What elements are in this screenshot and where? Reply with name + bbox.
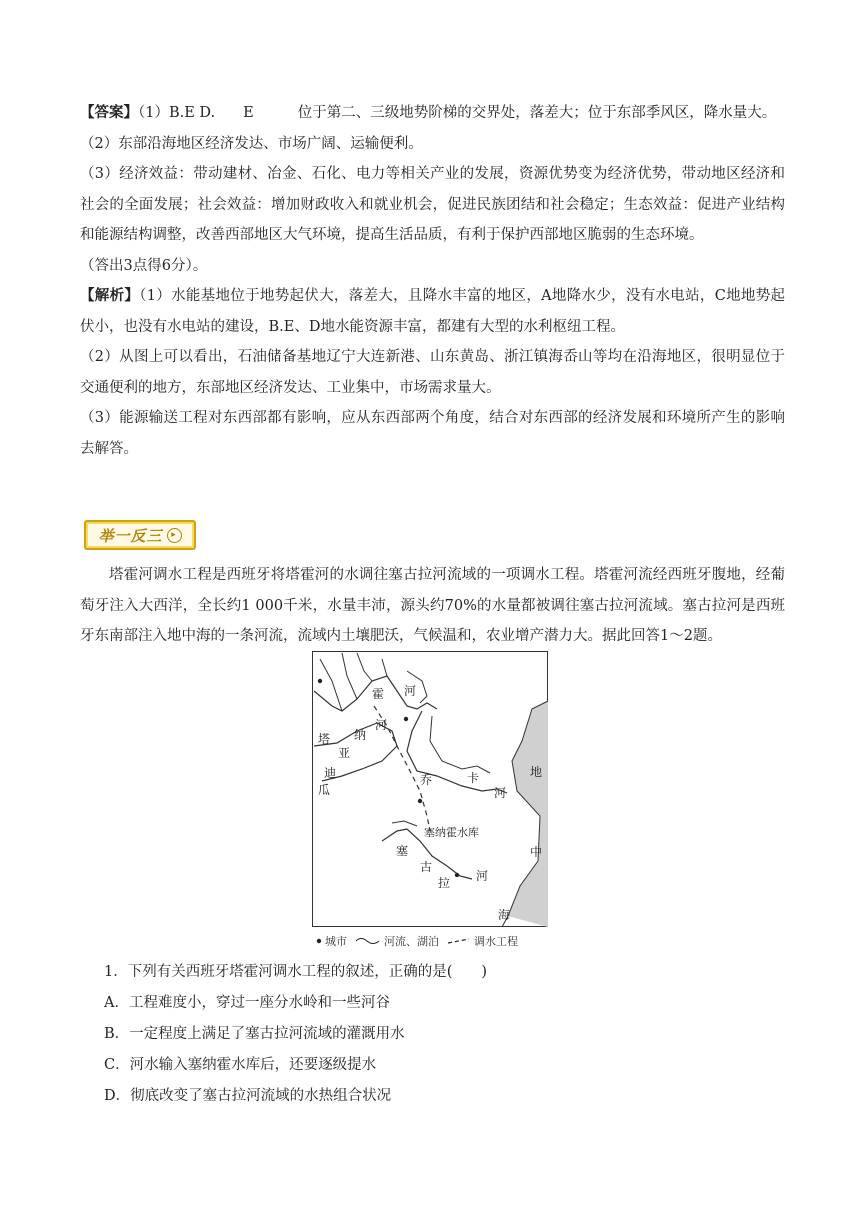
analysis-paragraph-2: （2）从图上可以看出，石油储备基地辽宁大连新港、山东黄岛、浙江镇海岙山等均在沿海地区，很明显位于交通便利的地方，东部地区经济发达、工业集中，市场需求量大。 xyxy=(80,349,785,396)
answer-part1-b: E xyxy=(243,105,254,121)
map-label-sea-hai: 海 xyxy=(498,908,511,922)
river-icon xyxy=(355,936,381,946)
map-label-he1: 河 xyxy=(404,684,417,698)
answer-analysis-section xyxy=(80,98,785,464)
option-d[interactable]: D．彻底改变了塞古拉河流域的水热组合状况 xyxy=(104,1088,392,1104)
practice-badge-label: 举一反三 xyxy=(98,526,163,545)
analysis-tag: 【解析】 xyxy=(80,287,140,304)
city-dot xyxy=(318,679,322,683)
answer-part1-c: 位于第二、三级地势阶梯的交界处，落差大；位于东部季风区，降水量大。 xyxy=(297,105,777,121)
answer-paragraph-3: （3）经济效益：带动建材、冶金、石化、电力等相关产业的发展，资源优势变为经济优势，带动地区经济和社会的全面发展；社会效益：增加财政收入和就业机会，促进民族团结和社会稳定；生态效益：促进产业结构和能源结构调整，改善西部地区大气环境，提高生活品质，有利于保护西部地区脆弱的生态环境。 xyxy=(80,166,785,243)
city-dot xyxy=(418,799,422,803)
map-label-ka: 卡 xyxy=(467,771,480,785)
answer-tag: 【答案】 xyxy=(80,104,138,121)
analysis-part1: （1）水能基地位于地势起伏大，落差大，且降水丰富的地区，A地降水少，没有水电站，C地地势起伏小，也没有水电站的建设，B.E、D地水能资源丰富，都建有大型的水利枢纽工程。 xyxy=(80,288,786,335)
analysis-paragraph-3: （3）能源输送工程对东西部都有影响，应从东西部两个角度，结合对东西部的经济发展和环境所产生的影响去解答。 xyxy=(80,410,785,457)
map-label-he4: 河 xyxy=(476,869,489,883)
option-a[interactable]: A．工程难度小，穿过一座分水岭和一些河谷 xyxy=(104,995,390,1011)
map-label-la: 拉 xyxy=(438,876,451,890)
map-label-sea-zhong: 中 xyxy=(530,845,543,859)
spain-map xyxy=(312,651,552,951)
legend-river xyxy=(355,933,439,949)
map-label-huo: 霍 xyxy=(372,687,385,701)
transfer-icon xyxy=(447,936,471,946)
answer-part1-a: （1）B.E D. xyxy=(138,105,216,121)
question-stem: 1．下列有关西班牙塔霍河调水工程的叙述，正确的是( ) xyxy=(104,964,488,980)
practice-badge xyxy=(84,520,196,550)
map-label-sai: 塞 xyxy=(396,844,409,858)
legend-river-label: 河流、湖泊 xyxy=(384,935,439,948)
map-label-reservoir: 塞纳霍水库 xyxy=(424,826,479,839)
map-label-gu: 古 xyxy=(420,860,433,874)
map-legend xyxy=(316,932,556,950)
map-label-ta: 塔 xyxy=(318,732,331,746)
map-label-sea-di: 地 xyxy=(530,765,543,779)
arrow-right-circle-icon: ▸ xyxy=(167,528,182,543)
map-label-na: 纳 xyxy=(354,728,367,742)
legend-transfer xyxy=(447,933,518,949)
option-b[interactable]: B．一定程度上满足了塞古拉河流域的灌溉用水 xyxy=(104,1026,405,1042)
map-frame xyxy=(313,652,548,927)
map-label-he2: 河 xyxy=(375,718,388,732)
map-svg xyxy=(312,651,552,931)
map-label-qiao: 乔 xyxy=(420,773,433,787)
answer-score-note: （答出3点得6分）。 xyxy=(80,257,208,274)
city-dot xyxy=(455,873,459,877)
legend-city-label: 城市 xyxy=(325,935,347,948)
intro-section xyxy=(80,560,785,652)
answer-paragraph-1 xyxy=(80,98,785,129)
map-label-he3: 河 xyxy=(494,786,507,800)
analysis-paragraph-1 xyxy=(80,281,785,342)
map-label-gua: 瓜 xyxy=(318,783,331,797)
map-label-ya: 亚 xyxy=(338,746,351,760)
option-c[interactable]: C．河水输入塞纳霍水库后，还要逐级提水 xyxy=(104,1057,377,1073)
legend-city xyxy=(316,933,347,949)
map-label-di: 迪 xyxy=(324,766,337,780)
legend-transfer-label: 调水工程 xyxy=(474,935,518,948)
intro-paragraph: 塔霍河调水工程是西班牙将塔霍河的水调往塞古拉河流域的一项调水工程。塔霍河流经西班牙腹地，经葡萄牙注入大西洋，全长约1 000千米，水量丰沛，源头约70%的水量都被调往塞古拉河流域。塞古拉河是西班牙东南部注入地中海的一条河流，流域内土壤肥沃，气候温和，农业增产潜力大。据此回答1～2题。 xyxy=(80,567,785,644)
city-icon xyxy=(316,938,322,944)
city-dot xyxy=(404,717,408,721)
answer-paragraph-2: （2）东部沿海地区经济发达、市场广阔、运输便利。 xyxy=(80,135,423,152)
question-1 xyxy=(104,957,784,1112)
